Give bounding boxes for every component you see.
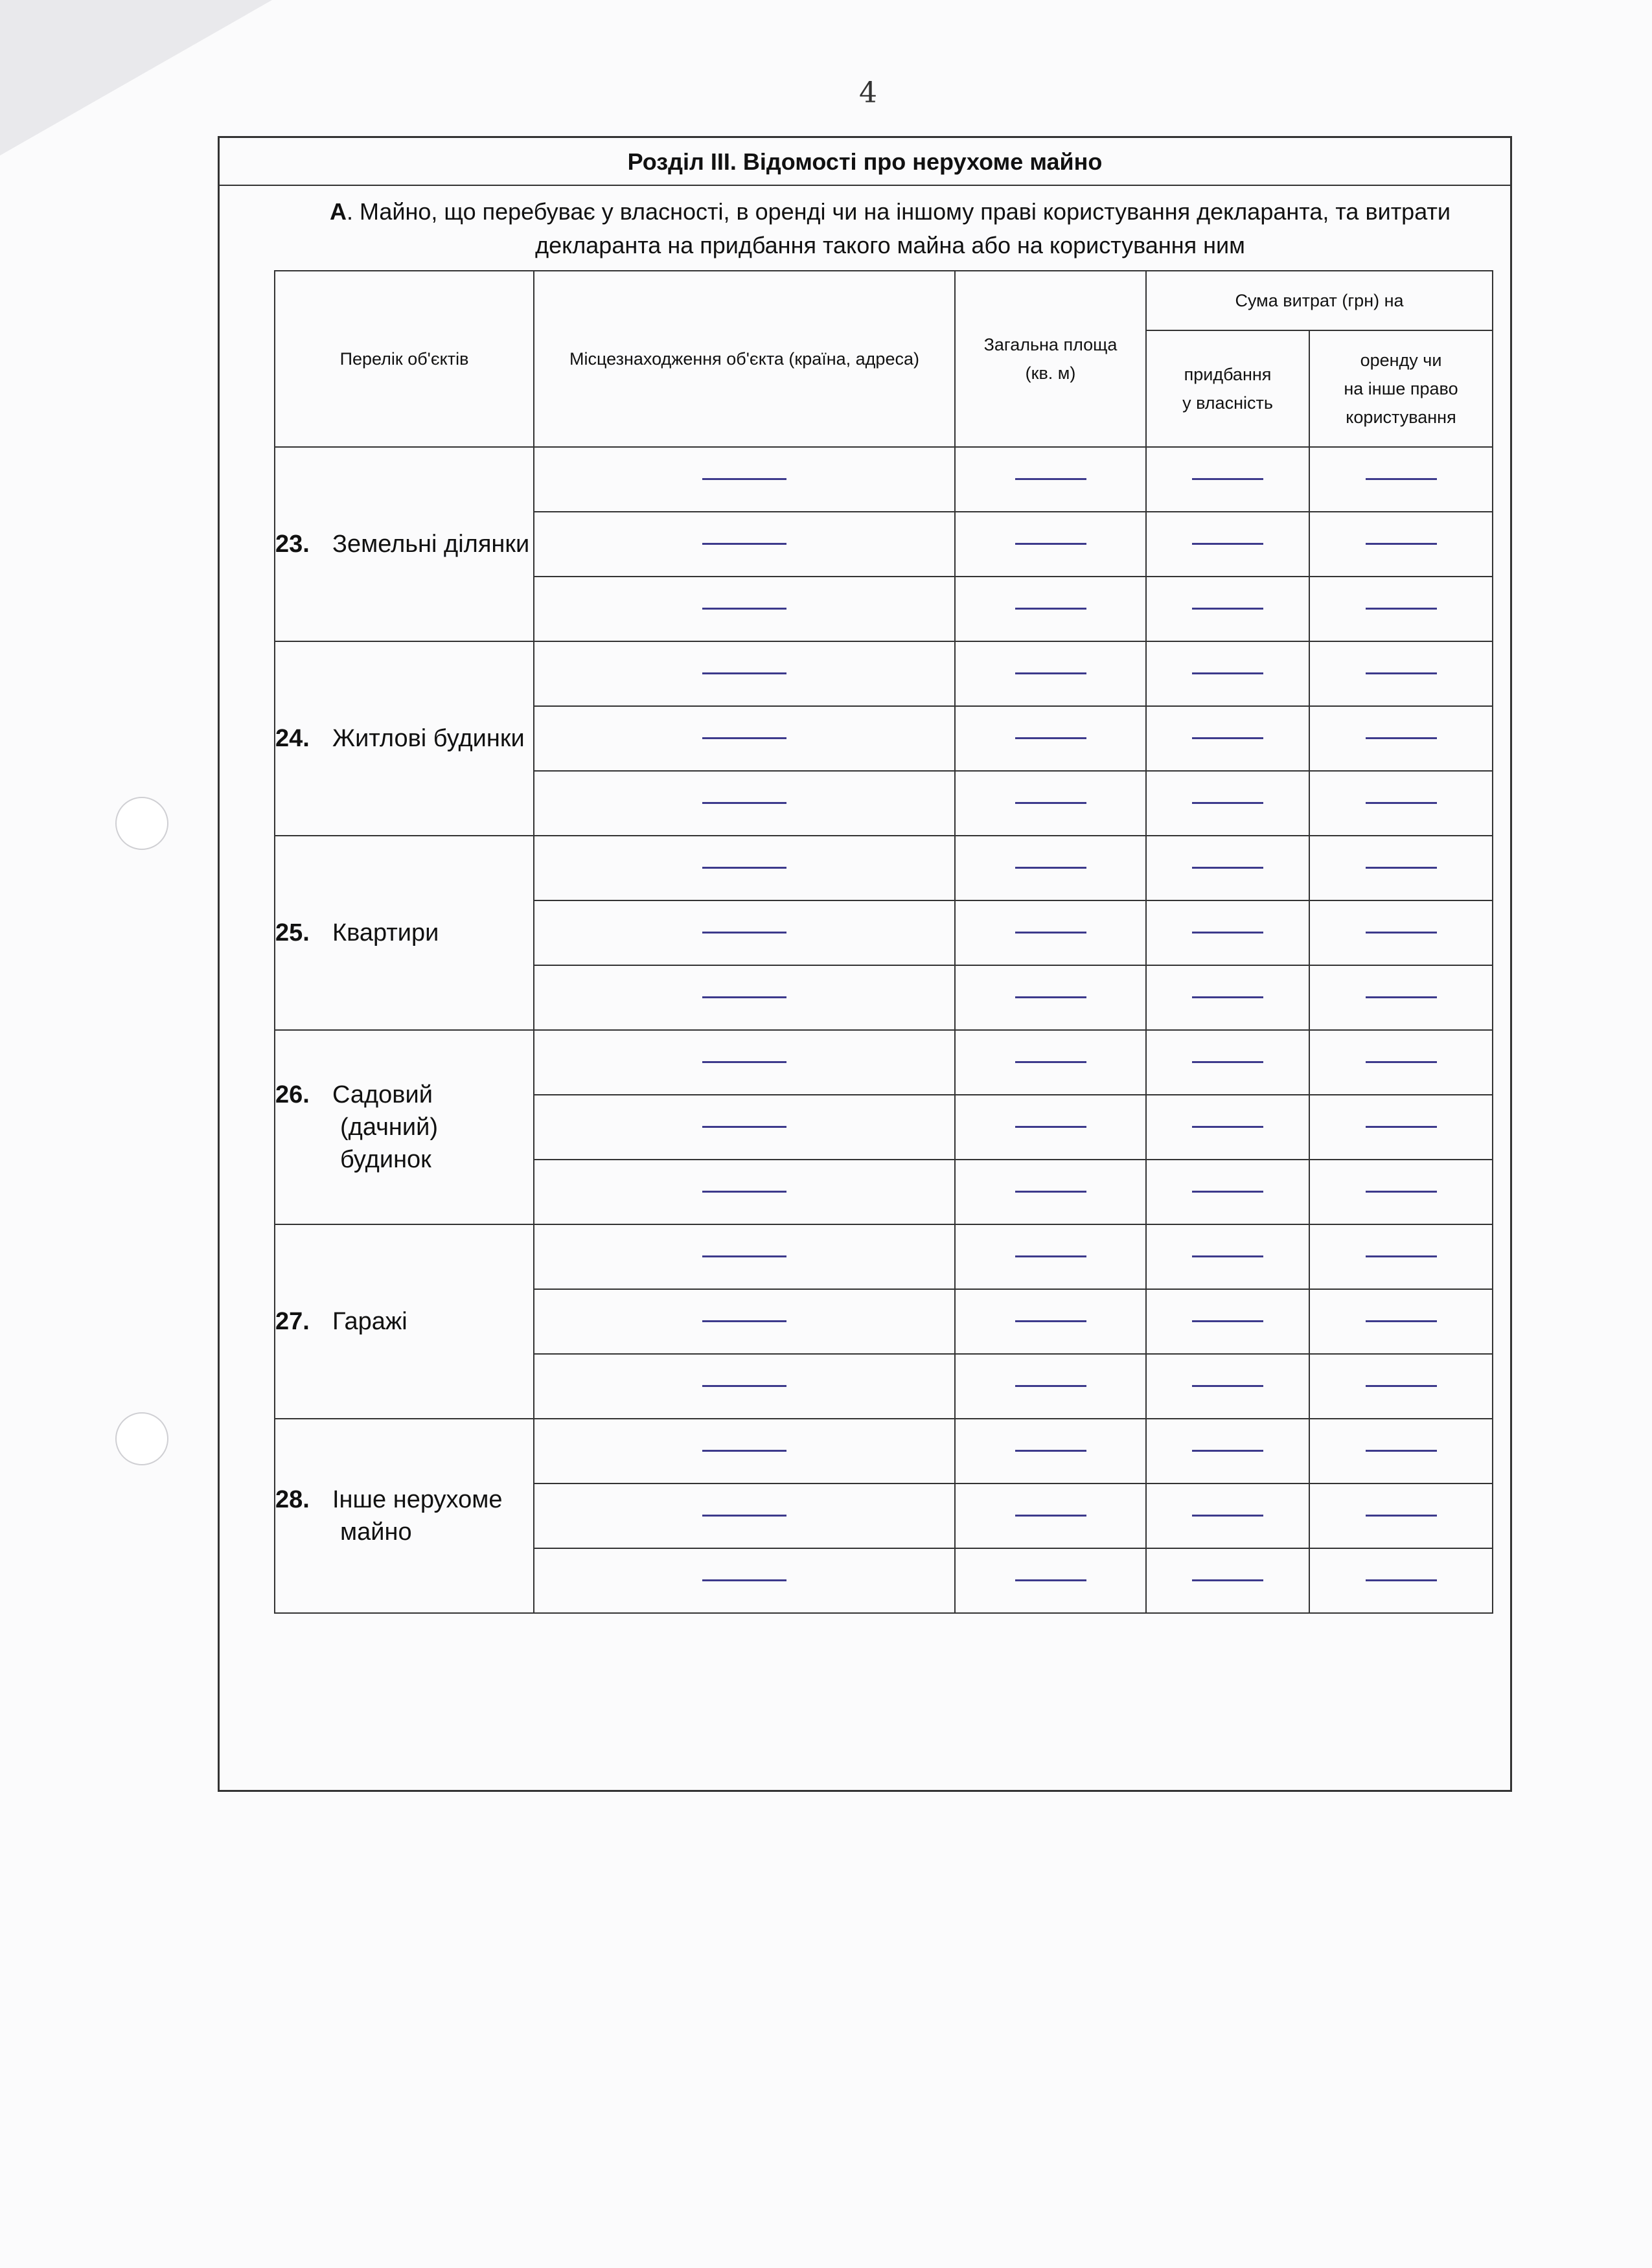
strikethrough-dash xyxy=(1192,1385,1263,1387)
rent-cell xyxy=(1309,1548,1493,1613)
area-cell xyxy=(955,1030,1146,1095)
rent-cell xyxy=(1309,1354,1493,1419)
punch-hole-top xyxy=(115,797,168,850)
area-cell xyxy=(955,706,1146,771)
strikethrough-dash xyxy=(702,1515,786,1517)
strikethrough-dash xyxy=(1015,996,1086,998)
strikethrough-dash xyxy=(1015,1255,1086,1257)
strikethrough-dash xyxy=(1192,1450,1263,1452)
table-row xyxy=(275,836,1493,900)
strikethrough-dash xyxy=(702,996,786,998)
header-rent xyxy=(1309,330,1493,447)
purchase-cell xyxy=(1146,1030,1309,1095)
header-purchase-line1: придбання xyxy=(1184,365,1272,384)
strikethrough-dash xyxy=(1366,1061,1437,1063)
category-cell xyxy=(275,1224,534,1419)
purchase-cell xyxy=(1146,1354,1309,1419)
location-cell xyxy=(534,1030,955,1095)
location-cell xyxy=(534,641,955,706)
strikethrough-dash xyxy=(1192,802,1263,804)
strikethrough-dash xyxy=(1015,737,1086,739)
area-cell xyxy=(955,447,1146,512)
strikethrough-dash xyxy=(1015,1450,1086,1452)
strikethrough-dash xyxy=(702,1320,786,1322)
strikethrough-dash xyxy=(1015,608,1086,610)
location-cell xyxy=(534,965,955,1030)
category-label-wrap xyxy=(275,1305,533,1338)
punch-hole-bottom xyxy=(115,1412,168,1465)
strikethrough-dash xyxy=(1192,1515,1263,1517)
location-cell xyxy=(534,1419,955,1483)
location-cell xyxy=(534,1354,955,1419)
purchase-cell xyxy=(1146,447,1309,512)
area-cell xyxy=(955,900,1146,965)
table-row xyxy=(275,1030,1493,1095)
header-area-line1: Загальна площа xyxy=(983,335,1118,354)
strikethrough-dash xyxy=(702,672,786,674)
strikethrough-dash xyxy=(1192,1579,1263,1581)
location-cell xyxy=(534,771,955,836)
purchase-cell xyxy=(1146,965,1309,1030)
strikethrough-dash xyxy=(1366,1450,1437,1452)
subsection-letter: А xyxy=(329,198,347,225)
strikethrough-dash xyxy=(702,1191,786,1193)
strikethrough-dash xyxy=(1192,932,1263,934)
strikethrough-dash xyxy=(1015,672,1086,674)
area-cell xyxy=(955,641,1146,706)
strikethrough-dash xyxy=(1015,478,1086,480)
area-cell xyxy=(955,1224,1146,1289)
rent-cell xyxy=(1309,965,1493,1030)
location-cell xyxy=(534,1160,955,1224)
rent-cell xyxy=(1309,1483,1493,1548)
category-label-wrap xyxy=(275,917,533,949)
subsection-title xyxy=(278,195,1502,262)
area-cell xyxy=(955,771,1146,836)
strikethrough-dash xyxy=(1015,867,1086,869)
purchase-cell xyxy=(1146,1289,1309,1354)
area-cell xyxy=(955,512,1146,577)
header-area xyxy=(955,271,1146,447)
strikethrough-dash xyxy=(1366,608,1437,610)
location-cell xyxy=(534,1095,955,1160)
location-cell xyxy=(534,1224,955,1289)
rent-cell xyxy=(1309,1160,1493,1224)
header-rent-line2: на інше право xyxy=(1344,379,1458,398)
category-label: Садовий (дачний) будинок xyxy=(332,1081,439,1173)
strikethrough-dash xyxy=(1192,867,1263,869)
rent-cell xyxy=(1309,641,1493,706)
rent-cell xyxy=(1309,1030,1493,1095)
strikethrough-dash xyxy=(1015,1191,1086,1193)
strikethrough-dash xyxy=(1366,1579,1437,1581)
real-estate-table xyxy=(274,270,1493,1614)
strikethrough-dash xyxy=(1192,1320,1263,1322)
purchase-cell xyxy=(1146,1548,1309,1613)
rent-cell xyxy=(1309,1224,1493,1289)
area-cell xyxy=(955,1354,1146,1419)
location-cell xyxy=(534,706,955,771)
header-rent-line3: користування xyxy=(1346,407,1456,427)
strikethrough-dash xyxy=(1192,1126,1263,1128)
rent-cell xyxy=(1309,577,1493,641)
table-row xyxy=(275,1224,1493,1289)
rent-cell xyxy=(1309,512,1493,577)
header-purchase xyxy=(1146,330,1309,447)
strikethrough-dash xyxy=(1192,608,1263,610)
strikethrough-dash xyxy=(1192,1061,1263,1063)
rent-cell xyxy=(1309,706,1493,771)
category-cell xyxy=(275,836,534,1030)
rent-cell xyxy=(1309,1095,1493,1160)
strikethrough-dash xyxy=(1015,932,1086,934)
strikethrough-dash xyxy=(1015,1061,1086,1063)
strikethrough-dash xyxy=(1366,867,1437,869)
category-label: Інше нерухоме майно xyxy=(332,1486,503,1546)
purchase-cell xyxy=(1146,900,1309,965)
strikethrough-dash xyxy=(1015,1515,1086,1517)
table-body xyxy=(275,447,1493,1613)
area-cell xyxy=(955,1160,1146,1224)
area-cell xyxy=(955,1095,1146,1160)
rent-cell xyxy=(1309,1419,1493,1483)
location-cell xyxy=(534,1483,955,1548)
strikethrough-dash xyxy=(702,1255,786,1257)
purchase-cell xyxy=(1146,1160,1309,1224)
subsection-text: . Майно, що перебуває у власності, в оренді чи на іншому праві користування декларанта, та витрати декларанта на придбання такого майна або на користування ним xyxy=(346,198,1451,258)
category-label-wrap xyxy=(275,1079,533,1176)
category-number: 25. xyxy=(275,919,310,946)
location-cell xyxy=(534,1548,955,1613)
strikethrough-dash xyxy=(1366,1320,1437,1322)
area-cell xyxy=(955,1483,1146,1548)
strikethrough-dash xyxy=(702,1061,786,1063)
header-purchase-line2: у власність xyxy=(1182,393,1273,413)
purchase-cell xyxy=(1146,771,1309,836)
strikethrough-dash xyxy=(1366,932,1437,934)
area-cell xyxy=(955,577,1146,641)
strikethrough-dash xyxy=(1015,1126,1086,1128)
rent-cell xyxy=(1309,900,1493,965)
strikethrough-dash xyxy=(702,1126,786,1128)
strikethrough-dash xyxy=(1192,1191,1263,1193)
strikethrough-dash xyxy=(1015,1579,1086,1581)
category-label: Житлові будинки xyxy=(332,725,525,752)
strikethrough-dash xyxy=(1192,672,1263,674)
header-rent-line1: оренду чи xyxy=(1360,350,1442,370)
strikethrough-dash xyxy=(1366,996,1437,998)
category-number: 26. xyxy=(275,1081,310,1108)
folded-corner xyxy=(0,0,272,155)
table-row xyxy=(275,641,1493,706)
purchase-cell xyxy=(1146,641,1309,706)
area-cell xyxy=(955,1419,1146,1483)
strikethrough-dash xyxy=(702,608,786,610)
strikethrough-dash xyxy=(1366,1126,1437,1128)
category-cell xyxy=(275,447,534,641)
header-location: Місцезнаходження об'єкта (країна, адреса) xyxy=(534,271,955,447)
section-title: Розділ ІІІ. Відомості про нерухоме майно xyxy=(220,138,1510,186)
rent-cell xyxy=(1309,1289,1493,1354)
area-cell xyxy=(955,836,1146,900)
strikethrough-dash xyxy=(702,932,786,934)
purchase-cell xyxy=(1146,577,1309,641)
strikethrough-dash xyxy=(1366,1385,1437,1387)
strikethrough-dash xyxy=(1366,1255,1437,1257)
strikethrough-dash xyxy=(1366,478,1437,480)
strikethrough-dash xyxy=(1366,1515,1437,1517)
table-row xyxy=(275,447,1493,512)
header-expenses: Сума витрат (грн) на xyxy=(1146,271,1493,330)
category-cell xyxy=(275,1030,534,1224)
strikethrough-dash xyxy=(1015,1385,1086,1387)
strikethrough-dash xyxy=(702,1450,786,1452)
strikethrough-dash xyxy=(702,1385,786,1387)
category-label: Квартири xyxy=(332,919,439,946)
header-area-line2: (кв. м) xyxy=(1025,363,1076,383)
category-label: Гаражі xyxy=(332,1308,407,1335)
rent-cell xyxy=(1309,836,1493,900)
purchase-cell xyxy=(1146,836,1309,900)
area-cell xyxy=(955,1548,1146,1613)
purchase-cell xyxy=(1146,706,1309,771)
strikethrough-dash xyxy=(702,478,786,480)
strikethrough-dash xyxy=(1192,996,1263,998)
strikethrough-dash xyxy=(702,737,786,739)
strikethrough-dash xyxy=(1366,1191,1437,1193)
strikethrough-dash xyxy=(1192,543,1263,545)
section-frame xyxy=(218,136,1512,1792)
strikethrough-dash xyxy=(702,802,786,804)
strikethrough-dash xyxy=(1015,802,1086,804)
purchase-cell xyxy=(1146,512,1309,577)
page-number: 4 xyxy=(859,76,877,109)
rent-cell xyxy=(1309,771,1493,836)
location-cell xyxy=(534,447,955,512)
location-cell xyxy=(534,836,955,900)
purchase-cell xyxy=(1146,1483,1309,1548)
location-cell xyxy=(534,900,955,965)
category-number: 27. xyxy=(275,1308,310,1335)
header-objects: Перелік об'єктів xyxy=(275,271,534,447)
category-label-wrap xyxy=(275,722,533,755)
area-cell xyxy=(955,965,1146,1030)
strikethrough-dash xyxy=(702,1579,786,1581)
strikethrough-dash xyxy=(1366,672,1437,674)
rent-cell xyxy=(1309,447,1493,512)
location-cell xyxy=(534,1289,955,1354)
category-number: 28. xyxy=(275,1486,310,1513)
strikethrough-dash xyxy=(1015,543,1086,545)
category-label-wrap xyxy=(275,528,533,560)
purchase-cell xyxy=(1146,1419,1309,1483)
category-cell xyxy=(275,1419,534,1613)
location-cell xyxy=(534,577,955,641)
purchase-cell xyxy=(1146,1224,1309,1289)
strikethrough-dash xyxy=(702,543,786,545)
location-cell xyxy=(534,512,955,577)
category-cell xyxy=(275,641,534,836)
category-label: Земельні ділянки xyxy=(332,531,530,558)
table-row xyxy=(275,1419,1493,1483)
purchase-cell xyxy=(1146,1095,1309,1160)
strikethrough-dash xyxy=(1192,737,1263,739)
strikethrough-dash xyxy=(1366,543,1437,545)
category-label-wrap xyxy=(275,1483,533,1548)
strikethrough-dash xyxy=(1366,737,1437,739)
category-number: 24. xyxy=(275,725,310,752)
strikethrough-dash xyxy=(1192,478,1263,480)
strikethrough-dash xyxy=(1015,1320,1086,1322)
category-number: 23. xyxy=(275,531,310,558)
area-cell xyxy=(955,1289,1146,1354)
strikethrough-dash xyxy=(1192,1255,1263,1257)
strikethrough-dash xyxy=(702,867,786,869)
strikethrough-dash xyxy=(1366,802,1437,804)
